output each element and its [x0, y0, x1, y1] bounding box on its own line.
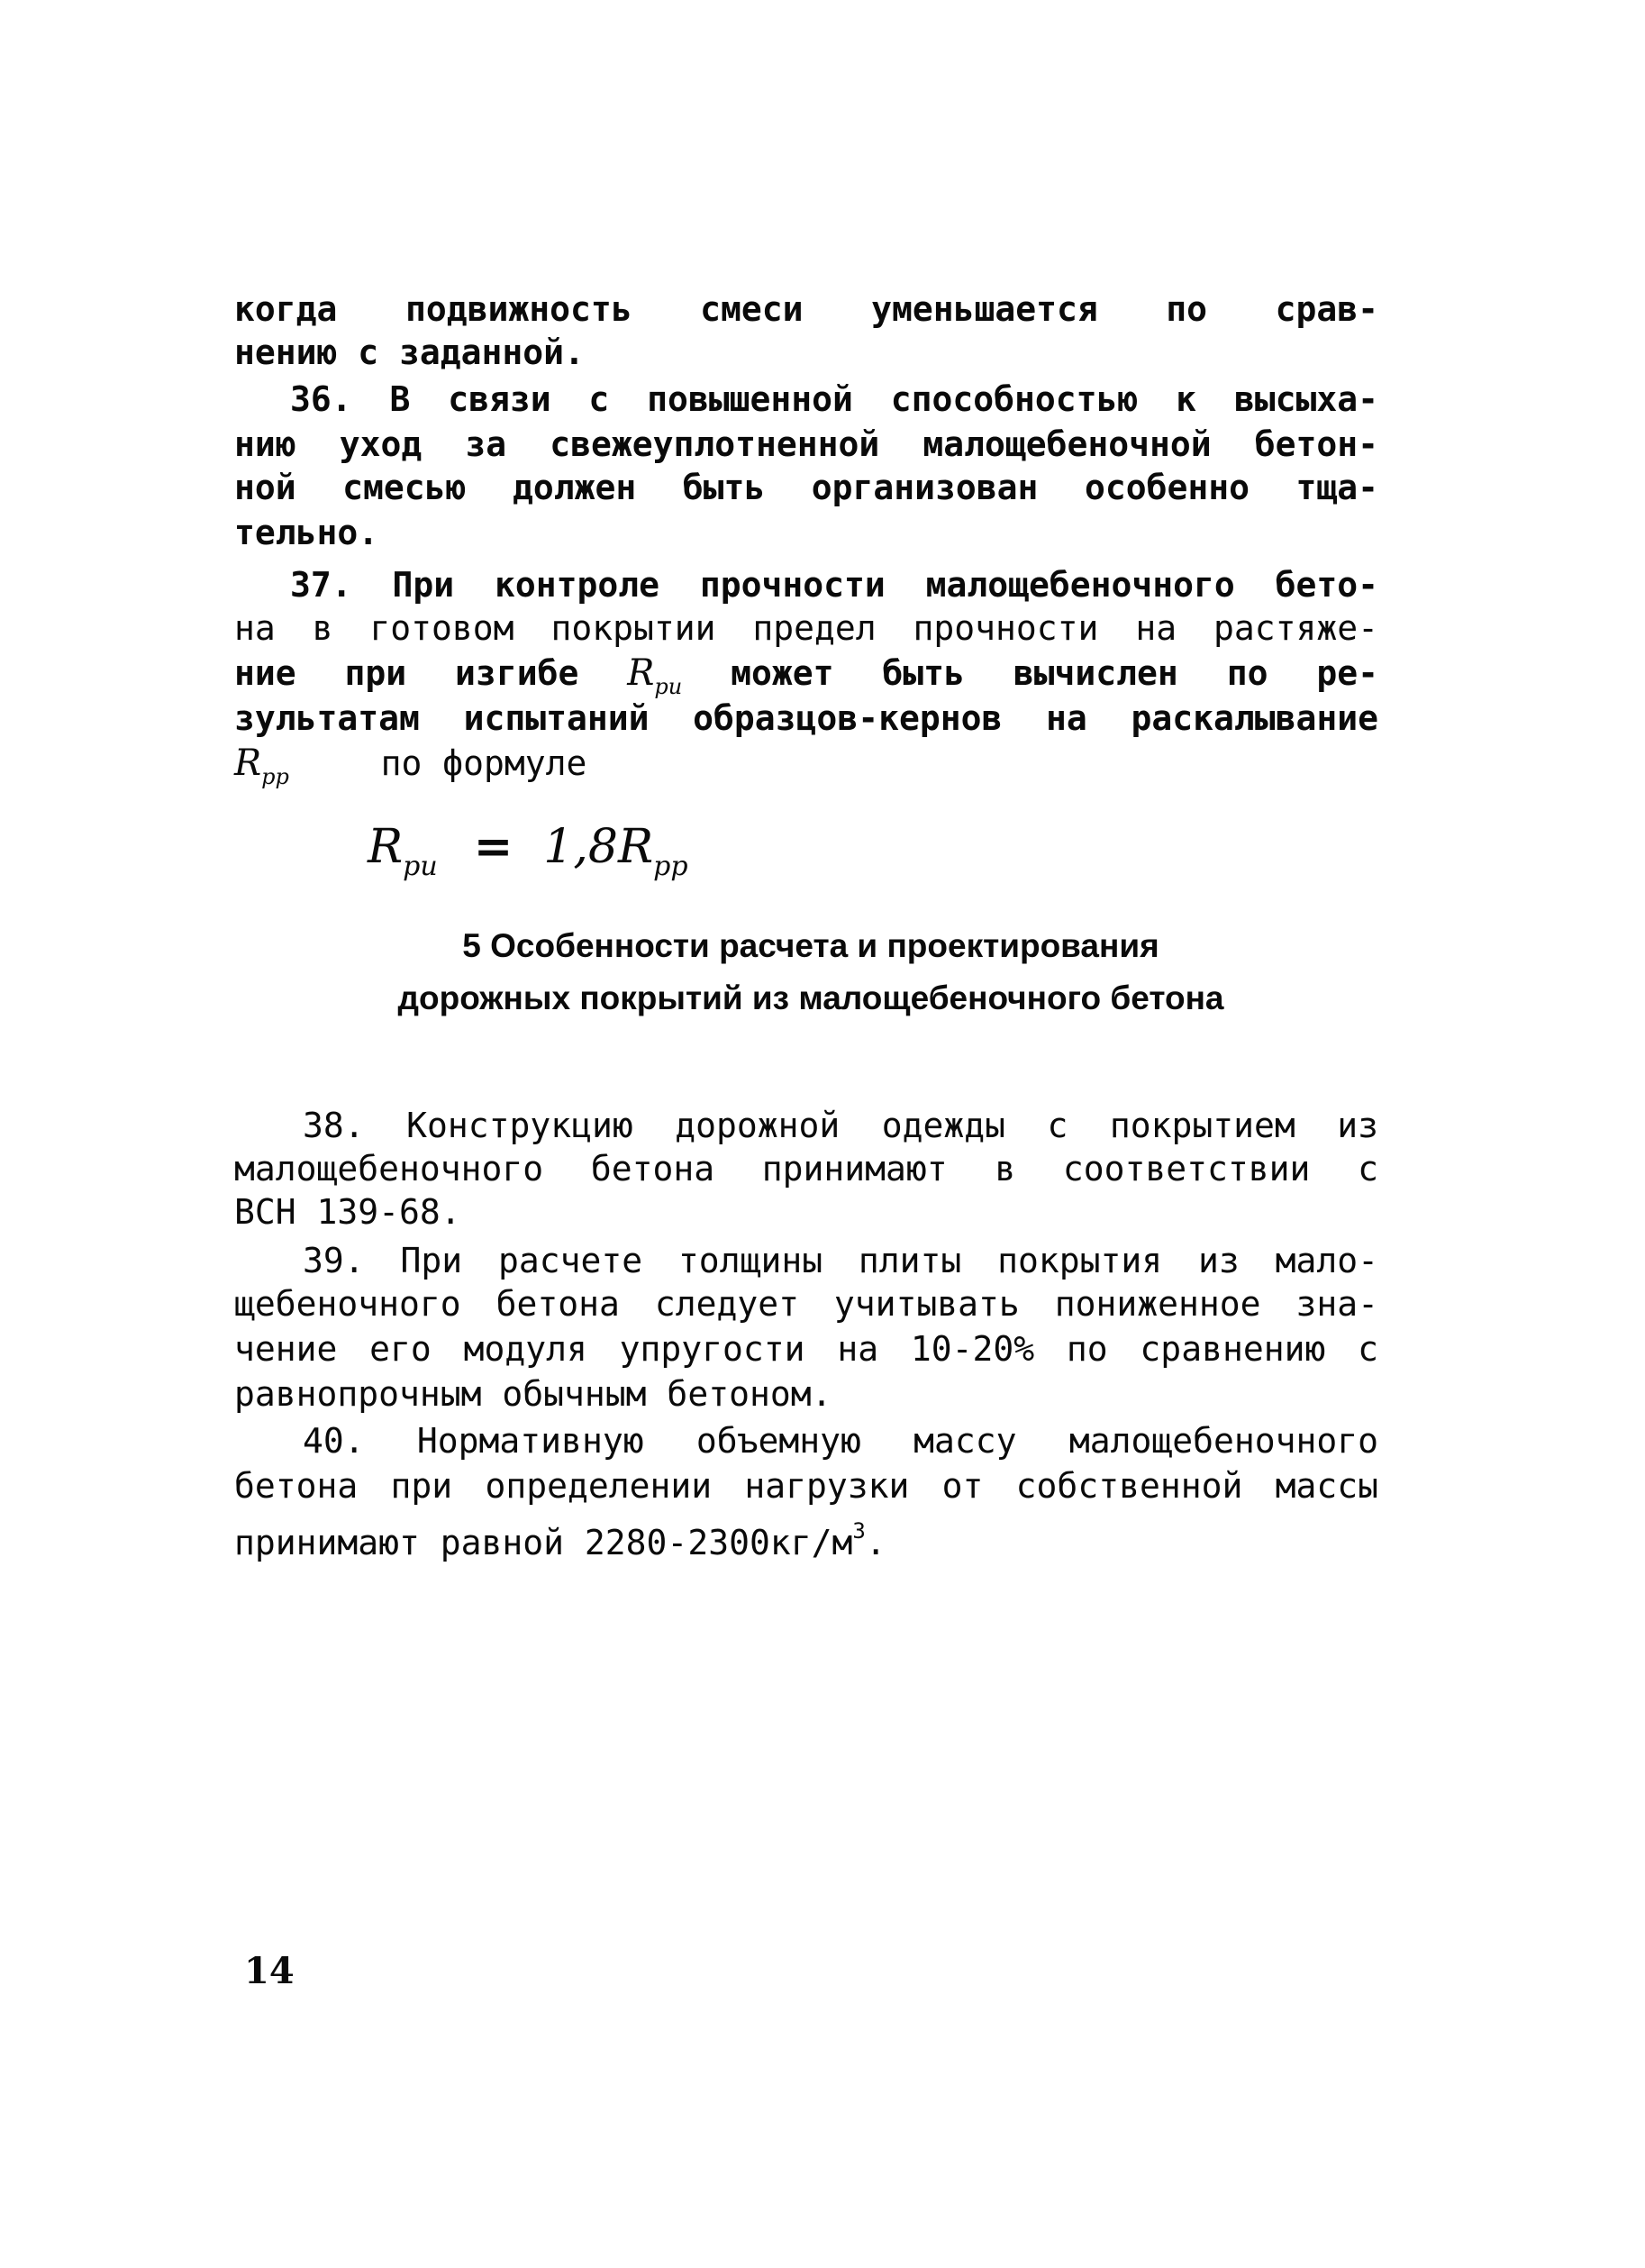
formula-operator: = — [473, 819, 513, 874]
text-fragment: ние при изгибе — [234, 653, 579, 693]
superscript: 3 — [852, 1518, 866, 1544]
page-number: 14 — [244, 1950, 295, 1992]
text-line: на в готовом покрытии предел прочности на растяже- — [234, 608, 1378, 648]
text-fragment: принимают равной 2280-2300кг/м — [234, 1523, 853, 1562]
section-heading-line: дорожных покрытий из малощебеночного бетона — [397, 979, 1224, 1016]
formula-subscript: рр — [653, 851, 688, 882]
text-line: 38. Конструкцию дорожной одежды с покрытием из — [303, 1106, 1378, 1145]
text-line: нению с заданной. — [234, 332, 585, 372]
formula-subscript: ри — [403, 851, 438, 882]
text-fragment: по формуле — [380, 743, 587, 783]
text-line: 39. При расчете толщины плиты покрытия из мало- — [303, 1241, 1378, 1280]
symbol-subscript: ри — [654, 674, 683, 699]
symbol-r-pu — [627, 652, 683, 699]
symbol-letter: R — [627, 652, 655, 694]
formula-lhs — [368, 820, 438, 882]
text-line: ной смесью должен быть организован особенно тща- — [234, 468, 1378, 507]
text-line: малощебеночного бетона принимают в соответствии с — [234, 1149, 1378, 1189]
text-line: 40. Нормативную объемную массу малощебеночного — [303, 1421, 1378, 1461]
text-fragment: . — [865, 1523, 886, 1562]
text-line: равнопрочным обычным бетоном. — [234, 1374, 832, 1414]
text-line — [234, 651, 1378, 699]
text-line: ВСН 139-68. — [234, 1192, 461, 1232]
text-line: бетона при определении нагрузки от собственной массы — [234, 1466, 1378, 1506]
text-line: 36. В связи с повышенной способностью к высыха- — [290, 379, 1378, 419]
text-line — [234, 1508, 1378, 1562]
section-heading-line: 5 Особенности расчета и проектирования — [462, 927, 1159, 964]
text-line: зультатам испытаний образцов-кернов на раскалывание — [234, 698, 1378, 738]
text-line: щебеночного бетона следует учитывать пониженное зна- — [234, 1284, 1378, 1324]
symbol-subscript: рр — [261, 764, 289, 789]
formula-rhs — [617, 820, 688, 882]
text-line: тельно. — [234, 513, 379, 552]
text-line: чение его модуля упругости на 10-20% по сравнению с — [234, 1329, 1378, 1369]
text-line: нию уход за свежеуплотненной малощебеночной бетон- — [234, 424, 1378, 464]
symbol-r-pp — [234, 742, 289, 789]
text-line: когда подвижность смеси уменьшается по срав- — [234, 289, 1378, 329]
symbol-letter: R — [234, 742, 262, 784]
text-fragment: может быть вычислен по ре- — [731, 653, 1378, 693]
text-line: 37. При контроле прочности малощебеночного бето- — [290, 565, 1378, 605]
formula — [368, 811, 688, 883]
formula-letter: R — [368, 820, 404, 874]
text-line — [234, 741, 1378, 789]
formula-letter: R — [617, 820, 654, 874]
formula-coefficient: 1,8 — [543, 820, 618, 874]
